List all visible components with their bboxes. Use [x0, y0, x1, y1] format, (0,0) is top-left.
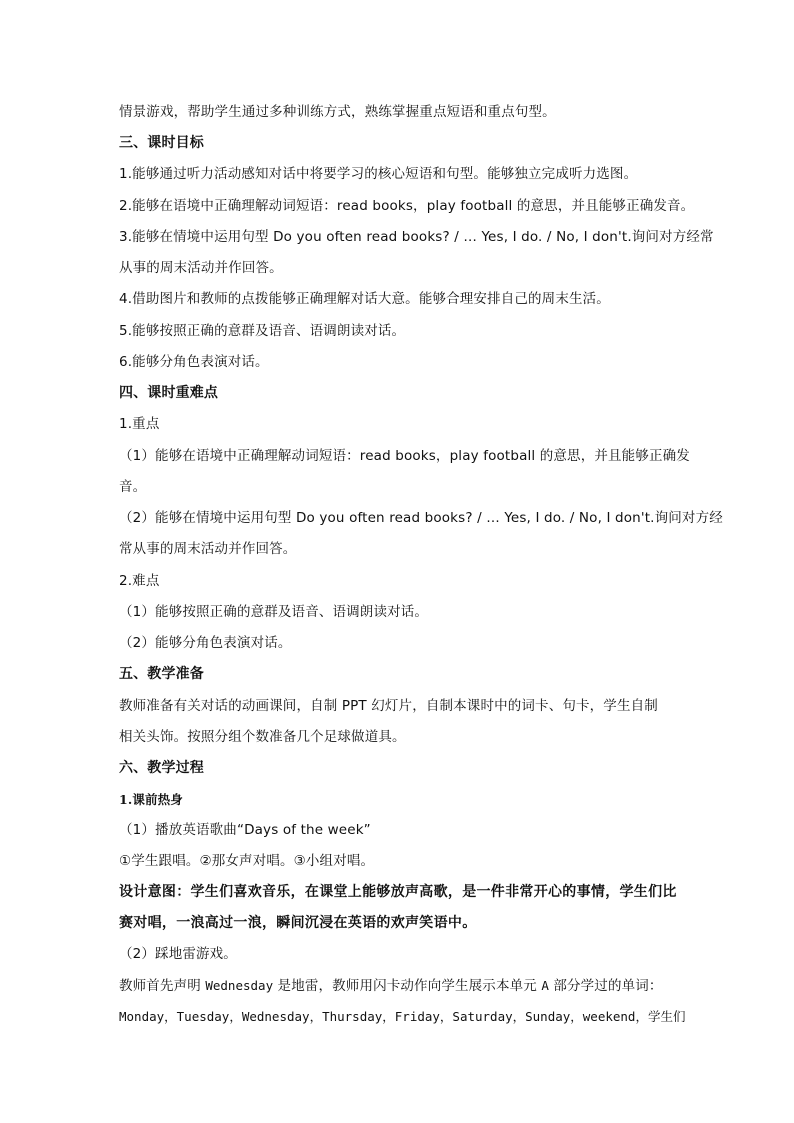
objective-item-3: 3.能够在情境中运用句型 Do you often read books? / … Yes, I do. / No, I don't.询问对方经常 — [119, 229, 714, 245]
subheading-key: 1.重点 — [119, 416, 160, 432]
game-text-c: 是地雷，教师用闪卡动作向学生展示本单元 — [277, 978, 537, 994]
warm-up-step-2: （2）踩地雷游戏。 — [119, 946, 237, 962]
section-heading-preparation: 五、教学准备 — [119, 666, 204, 682]
section-heading-objectives: 三、课时目标 — [119, 135, 204, 151]
objective-item-4: 4.借助图片和教师的点拨能够正确理解对话大意。能够合理安排自己的周末生活。 — [119, 291, 610, 307]
key-point-2-cont: 常从事的周末活动并作回答。 — [119, 541, 297, 557]
objective-item-1: 1.能够通过听力活动感知对话中将要学习的核心短语和句型。能够独立完成听力选图。 — [119, 166, 638, 182]
warm-up-step-1: （1）播放英语歌曲“Days of the week” — [119, 822, 371, 838]
game-description-line-2: Monday，Tuesday，Wednesday，Thursday，Friday，Saturday，Sunday，weekend，学生们 — [119, 1009, 686, 1024]
section-heading-key-points: 四、课时重难点 — [119, 385, 219, 401]
subheading-warm-up: 1.课前热身 — [119, 792, 183, 807]
game-description-line-1 — [119, 976, 679, 996]
objective-item-5: 5.能够按照正确的意群及语音、语调朗读对话。 — [119, 323, 406, 339]
key-point-1-cont: 音。 — [119, 479, 147, 495]
paragraph-line: 情景游戏，帮助学生通过多种训练方式，熟练掌握重点短语和重点句型。 — [119, 104, 556, 120]
game-text-e: 部分学过的单词： — [553, 978, 663, 994]
objective-item-2: 2.能够在语境中正确理解动词短语：read books，play football 的意思，并且能够正确发音。 — [119, 198, 695, 214]
preparation-line-2: 相关头饰。按照分组个数准备几个足球做道具。 — [119, 729, 406, 745]
preparation-line-1: 教师准备有关对话的动画课间，自制 PPT 幻灯片，自制本课时中的词卡、句卡，学生自制 — [119, 698, 658, 714]
objective-item-6: 6.能够分角色表演对话。 — [119, 354, 269, 370]
difficult-point-2: （2）能够分角色表演对话。 — [119, 635, 292, 651]
subheading-difficult: 2.难点 — [119, 573, 160, 589]
warm-up-step-1-detail: ①学生跟唱。②那女声对唱。③小组对唱。 — [119, 853, 375, 869]
section-heading-process: 六、教学过程 — [119, 760, 204, 776]
difficult-point-1: （1）能够按照正确的意群及语音、语调朗读对话。 — [119, 604, 429, 620]
design-intent-line-2: 赛对唱，一浪高过一浪，瞬间沉浸在英语的欢声笑语中。 — [119, 915, 477, 931]
design-intent-line-1: 设计意图：学生们喜欢音乐，在课堂上能够放声高歌，是一件非常开心的事情，学生们比 — [119, 884, 677, 900]
key-point-1: （1）能够在语境中正确理解动词短语：read books，play football 的意思，并且能够正确发 — [119, 448, 690, 464]
objective-item-3-cont: 从事的周末活动并作回答。 — [119, 260, 283, 276]
game-text-d: A — [541, 978, 549, 993]
key-point-2: （2）能够在情境中运用句型 Do you often read books? / … Yes, I do. / No, I don't.询问对方经 — [119, 510, 723, 526]
game-text-b: Wednesday — [205, 978, 274, 993]
game-text-a: 教师首先声明 — [119, 978, 201, 994]
